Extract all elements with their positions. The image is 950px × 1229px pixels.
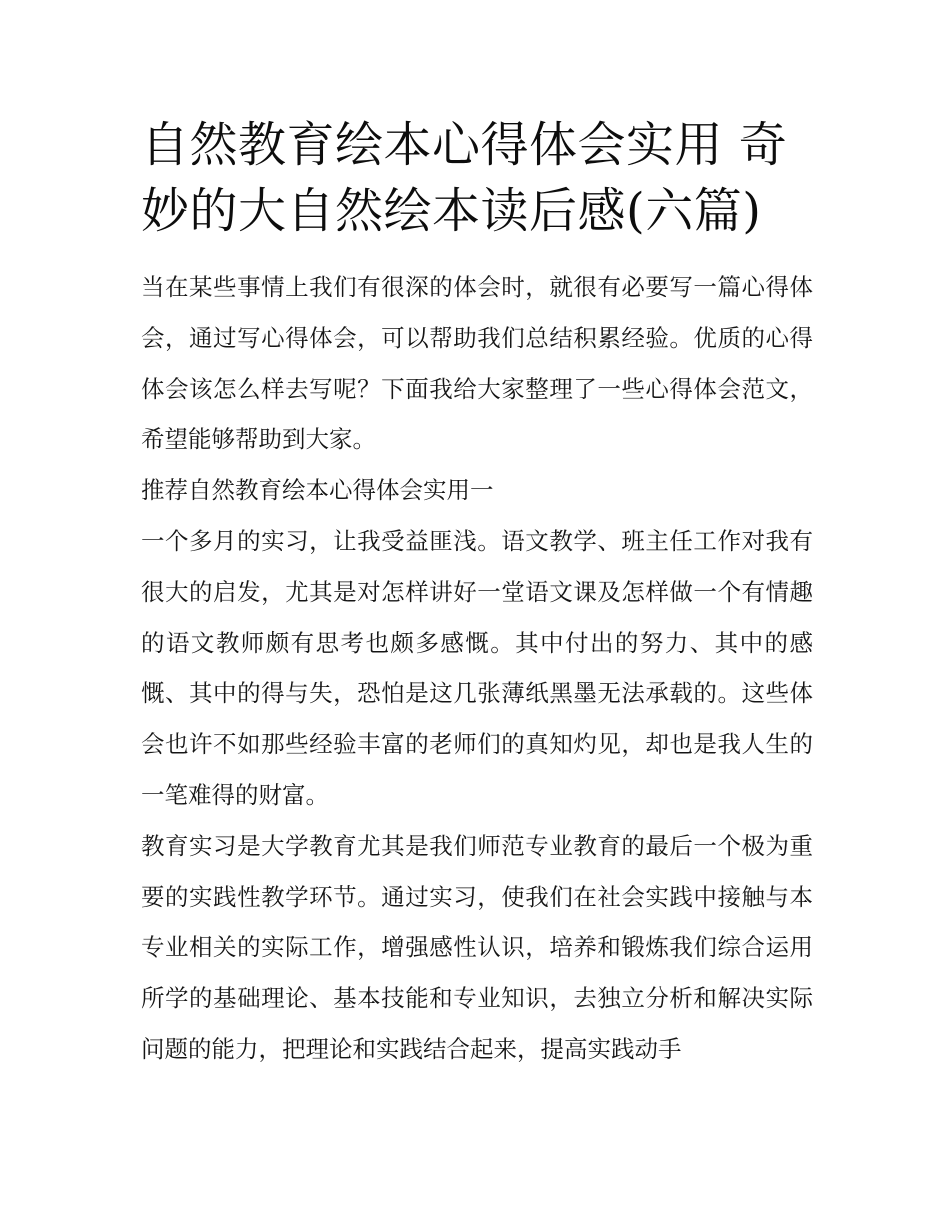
body-paragraph-2: 教育实习是大学教育尤其是我们师范专业教育的最后一个极为重要的实践性教学环节。通过实习，使我们在社会实践中接触与本专业相关的实际工作，增强感性认识，培养和锻炼我们综合运用所学的基础理论、基本技能和专业知识，去独立分析和解决实际问题的能力，把理论和实践结合起来，提高实践动手: [141, 831, 813, 1063]
document-page: [141, 112, 813, 1075]
body-paragraph-1: 一个多月的实习，让我受益匪浅。语文教学、班主任工作对我有很大的启发，尤其是对怎样讲好一堂语文课及怎样做一个有情趣的语文教师颇有思考也颇多感慨。其中付出的努力、其中的感慨、其中的得与失，恐怕是这几张薄纸黑墨无法承载的。这些体会也许不如那些经验丰富的老师们的真知灼见，却也是我人生的一笔难得的财富。: [141, 526, 813, 809]
intro-paragraph: 当在某些事情上我们有很深的体会时，就很有必要写一篇心得体会，通过写心得体会，可以帮助我们总结积累经验。优质的心得体会该怎么样去写呢？下面我给大家整理了一些心得体会范文，希望能够帮助到大家。: [141, 273, 813, 454]
document-title: 自然教育绘本心得体会实用 奇妙的大自然绘本读后感(六篇): [141, 117, 788, 239]
section-heading: 推荐自然教育绘本心得体会实用一: [141, 476, 494, 505]
document-body: [141, 262, 813, 1075]
